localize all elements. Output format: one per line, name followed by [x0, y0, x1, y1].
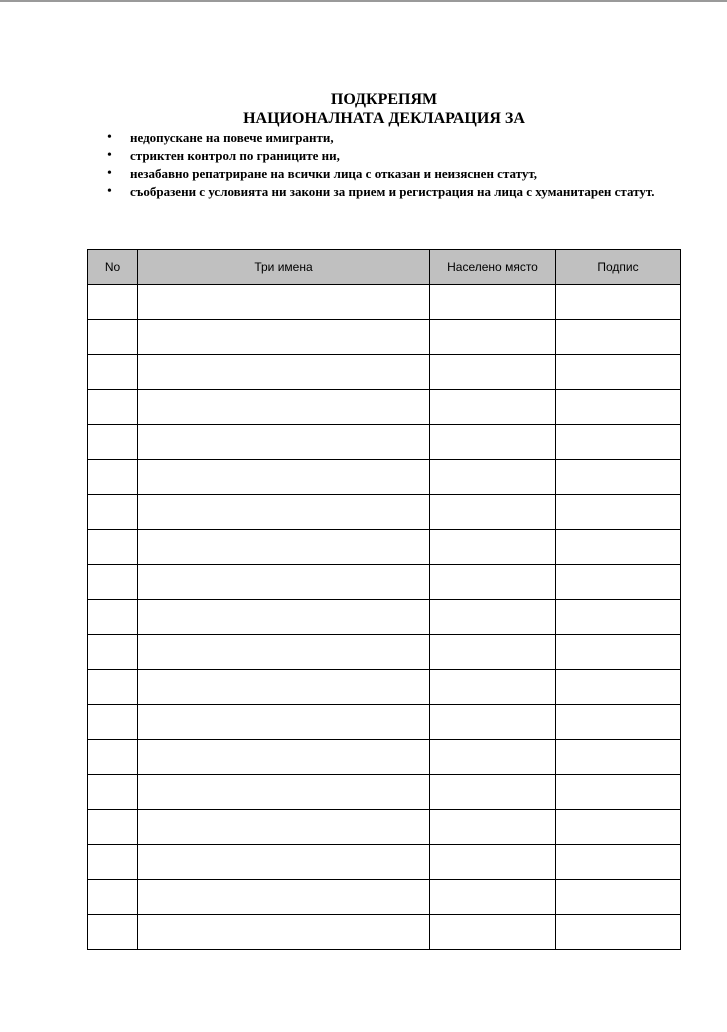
table-row [88, 740, 681, 775]
number-cell [88, 495, 138, 530]
number-cell [88, 530, 138, 565]
name-cell [138, 915, 430, 950]
title-line-1: ПОДКРЕПЯМ [330, 91, 438, 108]
signature-cell [556, 670, 681, 705]
table-header-row [88, 250, 681, 285]
signature-cell [556, 495, 681, 530]
name-cell [138, 845, 430, 880]
table-row [88, 775, 681, 810]
number-cell [88, 425, 138, 460]
number-cell [88, 285, 138, 320]
top-border [0, 0, 727, 2]
column-header-name: Три имена [138, 250, 430, 285]
signature-cell [556, 635, 681, 670]
place-cell [430, 565, 556, 600]
table-row [88, 705, 681, 740]
number-cell [88, 320, 138, 355]
signature-cell [556, 600, 681, 635]
name-cell [138, 740, 430, 775]
signature-cell [556, 880, 681, 915]
signature-cell [556, 530, 681, 565]
demand-item: • недопускане на повече имигранти, [107, 129, 687, 147]
number-cell [88, 880, 138, 915]
name-cell [138, 460, 430, 495]
place-cell [430, 670, 556, 705]
column-header-place: Населено място [430, 250, 556, 285]
table-row [88, 565, 681, 600]
number-cell [88, 705, 138, 740]
title-line-2: НАЦИОНАЛНАТА ДЕКЛАРАЦИЯ ЗА [243, 110, 525, 127]
demand-item: • стриктен контрол по границите ни, [107, 147, 687, 165]
place-cell [430, 320, 556, 355]
table-row [88, 425, 681, 460]
number-cell [88, 460, 138, 495]
table-row [88, 390, 681, 425]
demand-item: • незабавно репатриране на всички лица с отказан и неизяснен статут, [107, 165, 687, 183]
signature-cell [556, 425, 681, 460]
signature-rows [88, 285, 681, 950]
place-cell [430, 495, 556, 530]
number-cell [88, 740, 138, 775]
place-cell [430, 530, 556, 565]
demand-item: • съобразени с условията ни закони за прием и регистрация на лица с хуманитарен статут. [107, 183, 687, 201]
number-cell [88, 670, 138, 705]
number-cell [88, 845, 138, 880]
place-cell [430, 810, 556, 845]
name-cell [138, 425, 430, 460]
signature-cell [556, 565, 681, 600]
name-cell [138, 880, 430, 915]
table-row [88, 845, 681, 880]
table-row [88, 670, 681, 705]
place-cell [430, 740, 556, 775]
name-cell [138, 565, 430, 600]
number-cell [88, 635, 138, 670]
name-cell [138, 810, 430, 845]
table-row [88, 355, 681, 390]
number-cell [88, 775, 138, 810]
signature-cell [556, 915, 681, 950]
column-header-signature: Подпис [556, 250, 681, 285]
table-row [88, 530, 681, 565]
place-cell [430, 460, 556, 495]
table-row [88, 495, 681, 530]
table-row [88, 880, 681, 915]
signature-cell [556, 845, 681, 880]
place-cell [430, 425, 556, 460]
table-row [88, 635, 681, 670]
signature-cell [556, 810, 681, 845]
name-cell [138, 775, 430, 810]
number-cell [88, 565, 138, 600]
place-cell [430, 600, 556, 635]
name-cell [138, 530, 430, 565]
place-cell [430, 390, 556, 425]
number-cell [88, 390, 138, 425]
name-cell [138, 355, 430, 390]
declaration-header [0, 90, 727, 128]
table-row [88, 460, 681, 495]
name-cell [138, 390, 430, 425]
table-row [88, 320, 681, 355]
demands-list [107, 129, 687, 201]
signature-table [87, 249, 681, 950]
place-cell [430, 285, 556, 320]
signature-cell [556, 285, 681, 320]
signature-cell [556, 705, 681, 740]
number-cell [88, 355, 138, 390]
place-cell [430, 880, 556, 915]
table-row [88, 285, 681, 320]
number-cell [88, 600, 138, 635]
place-cell [430, 775, 556, 810]
signature-cell [556, 320, 681, 355]
place-cell [430, 705, 556, 740]
place-cell [430, 635, 556, 670]
column-header-no: No [88, 250, 138, 285]
signature-cell [556, 390, 681, 425]
name-cell [138, 670, 430, 705]
number-cell [88, 810, 138, 845]
signature-cell [556, 775, 681, 810]
name-cell [138, 320, 430, 355]
signature-cell [556, 740, 681, 775]
number-cell [88, 915, 138, 950]
name-cell [138, 705, 430, 740]
table-row [88, 810, 681, 845]
name-cell [138, 495, 430, 530]
table-row [88, 915, 681, 950]
name-cell [138, 285, 430, 320]
table-row [88, 600, 681, 635]
signature-cell [556, 460, 681, 495]
place-cell [430, 845, 556, 880]
name-cell [138, 635, 430, 670]
signature-cell [556, 355, 681, 390]
name-cell [138, 600, 430, 635]
place-cell [430, 915, 556, 950]
place-cell [430, 355, 556, 390]
